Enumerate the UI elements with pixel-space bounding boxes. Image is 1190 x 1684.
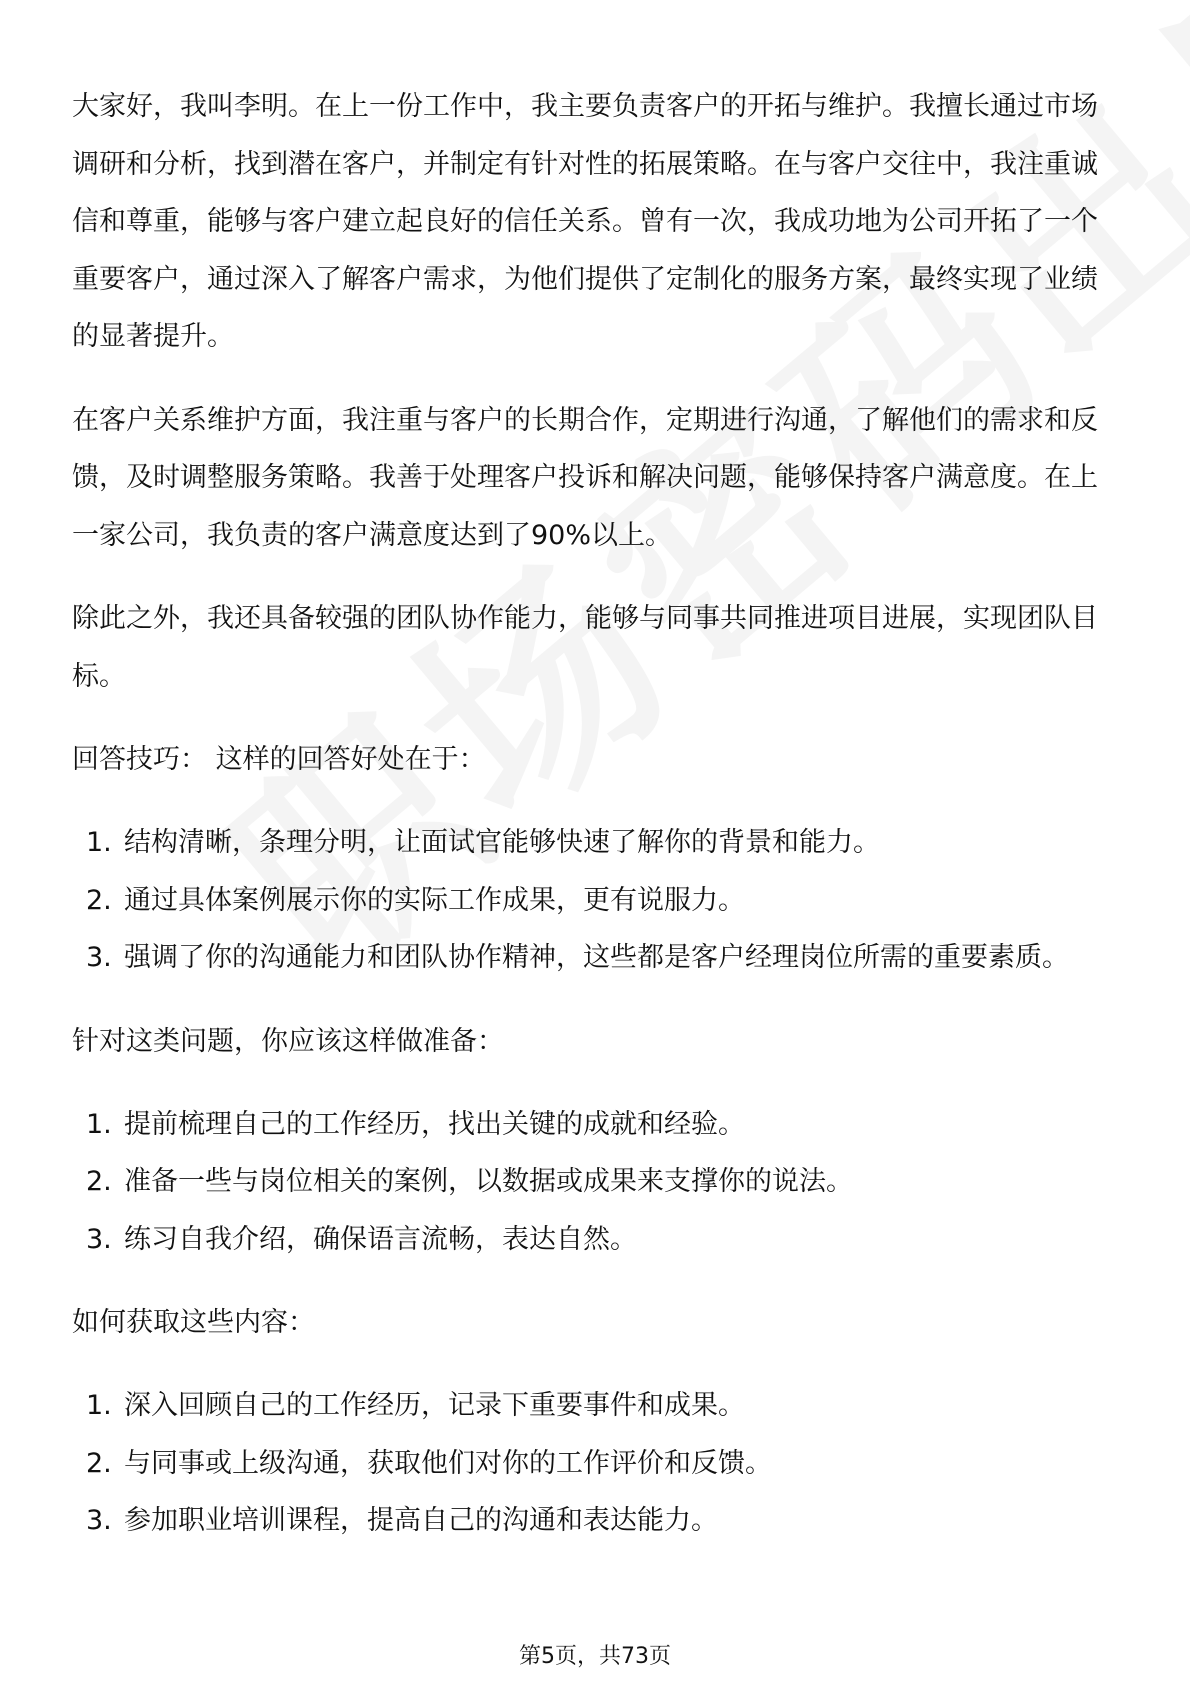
paragraph-teamwork: 除此之外，我还具备较强的团队协作能力，能够与同事共同推进项目进展，实现团队目标。 — [72, 603, 1098, 692]
document-body — [72, 78, 1118, 1550]
page-number: 第5页，共73页 — [519, 1644, 671, 1669]
paragraph-intro: 大家好，我叫李明。在上一份工作中，我主要负责客户的开拓与维护。我擅长通过市场调研和分析，找到潜在客户，并制定有针对性的拓展策略。在与客户交往中，我注重诚信和尊重，能够与客户建立起良好的信任关系。曾有一次，我成功地为公司开拓了一个重要客户，通过深入了解客户需求，为他们提供了定制化的服务方案，最终实现了业绩的显著提升。 — [72, 91, 1098, 352]
list-item: 3. 参加职业培训课程，提高自己的沟通和表达能力。 — [86, 1505, 718, 1536]
list-item: 3. 练习自我介绍，确保语言流畅，表达自然。 — [86, 1223, 637, 1255]
list-item: 3. 强调了你的沟通能力和团队协作精神，这些都是客户经理岗位所需的重要素质。 — [86, 942, 1069, 973]
answer-tips-list — [72, 814, 1118, 987]
list-item: 2. 与同事或上级沟通，获取他们对你的工作评价和反馈。 — [86, 1447, 772, 1479]
section-heading-preparation: 针对这类问题，你应该这样做准备： — [72, 1025, 504, 1057]
how-to-obtain-list — [72, 1377, 1118, 1550]
paragraph-customer-relations: 在客户关系维护方面，我注重与客户的长期合作，定期进行沟通，了解他们的需求和反馈，及时调整服务策略。我善于处理客户投诉和解决问题，能够保持客户满意度。在上一家公司，我负责的客户满意度达到了90%以上。 — [72, 404, 1098, 551]
list-item: 1. 深入回顾自己的工作经历，记录下重要事件和成果。 — [86, 1390, 745, 1421]
section-heading-answer-tips: 回答技巧： 这样的回答好处在于： — [72, 744, 486, 775]
section-heading-how-to-obtain: 如何获取这些内容： — [72, 1307, 315, 1338]
list-item: 1. 结构清晰，条理分明，让面试官能够快速了解你的背景和能力。 — [86, 827, 880, 858]
list-item: 2. 通过具体案例展示你的实际工作成果，更有说服力。 — [86, 884, 745, 916]
list-item: 2. 准备一些与岗位相关的案例，以数据或成果来支撑你的说法。 — [86, 1166, 853, 1197]
preparation-list — [72, 1096, 1118, 1269]
list-item: 1. 提前梳理自己的工作经历，找出关键的成就和经验。 — [86, 1108, 745, 1140]
